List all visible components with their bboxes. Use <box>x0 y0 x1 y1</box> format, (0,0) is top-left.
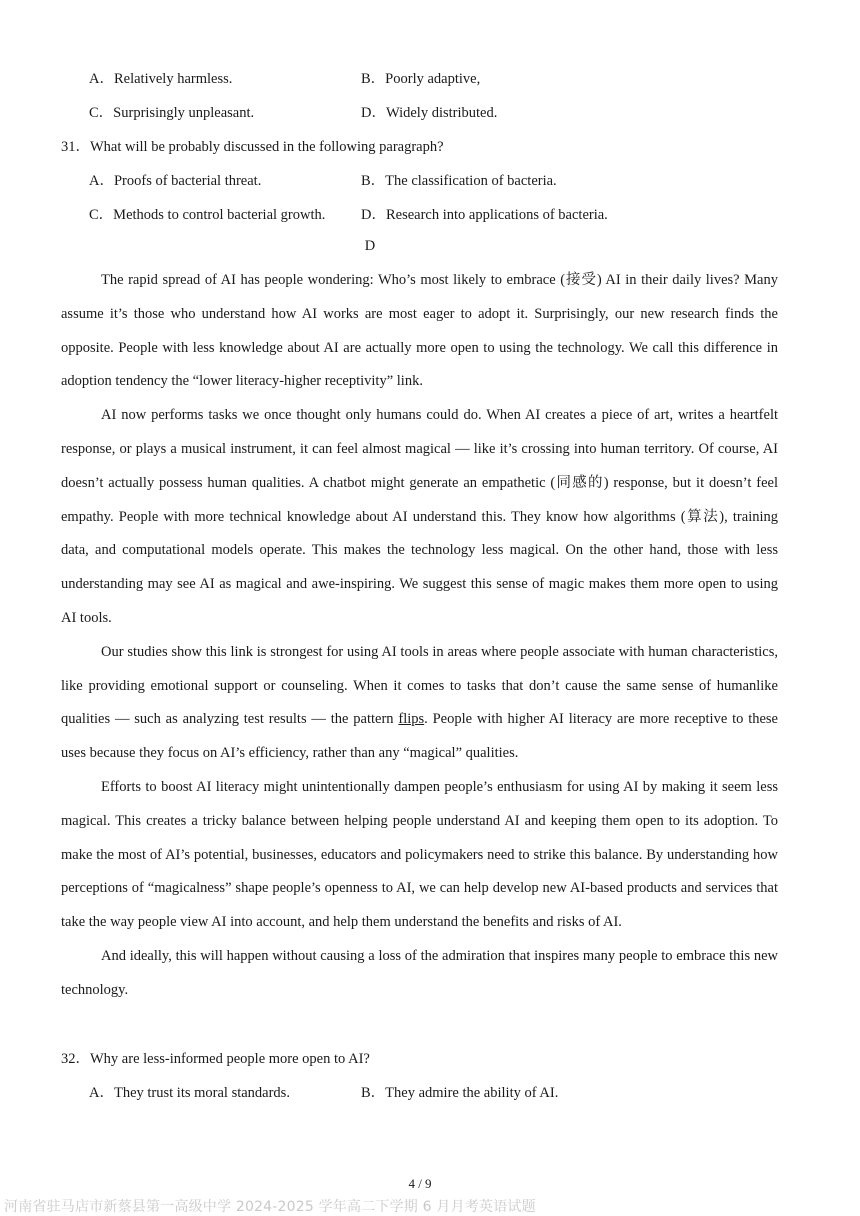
passage-paragraph-4: Efforts to boost AI literacy might unintentionally dampen people’s enthusiasm for using AI by making it seem less magical. This creates a tricky balance between helping people understand AI and keeping them open to its adoption. To make the most of AI’s potential, businesses, educators and policymakers need to strike this balance. By understanding how perceptions of “magicalness” shape people’s openness to AI, we can help develop new AI-based products and services that take the way people view AI into account, and help them understand the benefits and risks of AI. <box>61 778 778 931</box>
underlined-word-flips: flips <box>398 711 425 728</box>
q30-option-c: C．Surprisingly unpleasant. <box>89 105 255 121</box>
q32-option-b: B．They admire the ability of AI. <box>361 1085 559 1101</box>
q31-option-a: A．Proofs of bacterial threat. <box>89 173 262 189</box>
q31-option-c: C．Methods to control bacterial growth. <box>89 207 326 223</box>
q30-option-b: B．Poorly adaptive, <box>361 71 481 87</box>
q32-option-a: A．They trust its moral standards. <box>89 1085 290 1101</box>
watermark-text: 河南省驻马店市新蔡县第一高级中学 2024-2025 学年高二下学期 6 月月考英语试题 <box>4 1199 536 1215</box>
paragraph-3-text-after: . People with higher AI literacy are more receptive to these uses because they focus on AI’s efficiency, rather than any “magical” qualities. <box>61 711 778 762</box>
passage-paragraph-3 <box>61 636 778 771</box>
q30-option-a: A．Relatively harmless. <box>89 71 233 87</box>
page-number: 4 / 9 <box>408 1176 432 1191</box>
passage-paragraph-1: The rapid spread of AI has people wondering: Who’s most likely to embrace (接受) AI in their daily lives? Many assume it’s those who understand how AI works are most eager to adopt it. Surprisingly, our new research finds the opposite. People with less knowledge about AI are actually more open to using the technology. We call this difference in adoption tendency the “lower literacy-higher receptivity” link. <box>61 272 778 390</box>
q30-option-d: D．Widely distributed. <box>361 105 498 121</box>
q31-option-b: B．The classification of bacteria. <box>361 173 557 189</box>
q31-option-d: D．Research into applications of bacteria. <box>361 207 608 223</box>
reading-passage <box>61 264 778 1008</box>
paragraph-3-text-before: Our studies show this link is strongest for using AI tools in areas where people associate with human characteristics, like providing emotional support or counseling. When it comes to tasks that don’t cause the same sense of humanlike qualities — such as analyzing test results — the pattern <box>61 643 778 728</box>
passage-paragraph-2: AI now performs tasks we once thought only humans could do. When AI creates a piece of art, writes a heartfelt response, or plays a musical instrument, it can feel almost magical — like it’s crossing into human territory. Of course, AI doesn’t actually possess human qualities. A chatbot might generate an empathetic (同感的) response, but it doesn’t feel empathy. People with more technical knowledge about AI understand this. They know how algorithms (算法), training data, and computational models operate. This makes the technology less magical. On the other hand, those with less understanding may see AI as magical and awe-inspiring. We suggest this sense of magic makes them more open to using AI tools. <box>61 407 778 626</box>
q32-stem: 32．Why are less-informed people more open to AI? <box>61 1051 370 1067</box>
q31-stem: 31．What will be probably discussed in the following paragraph? <box>61 139 444 155</box>
passage-paragraph-5: And ideally, this will happen without causing a loss of the admiration that inspires many people to embrace this new technology. <box>61 947 778 998</box>
section-letter: D <box>364 238 376 254</box>
